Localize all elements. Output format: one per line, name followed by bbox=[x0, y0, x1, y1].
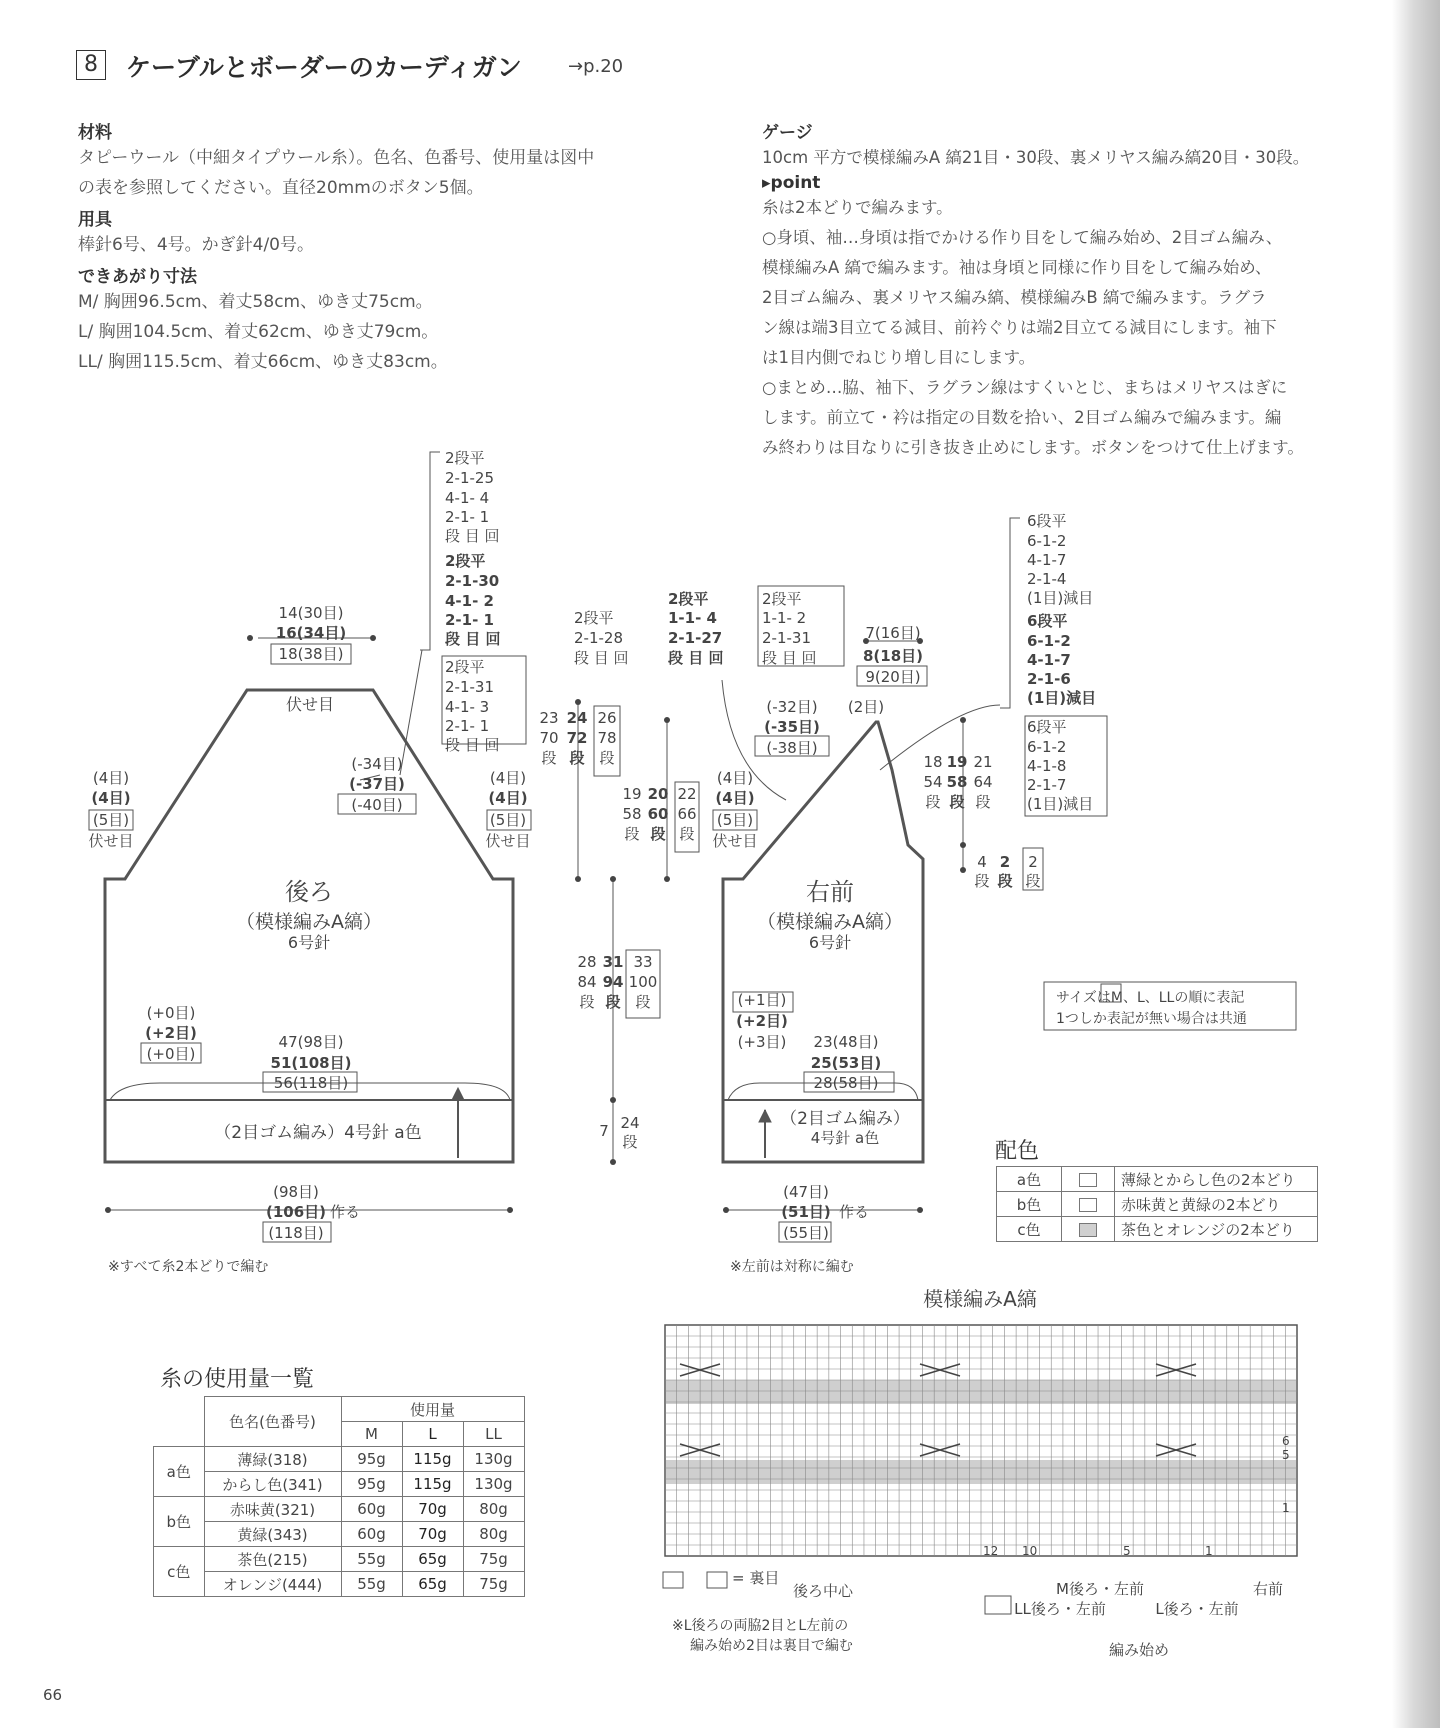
color-code: c色 bbox=[997, 1217, 1062, 1242]
body-height: 段 bbox=[605, 993, 621, 1011]
front-peak: (2目) bbox=[847, 698, 885, 716]
l-back-left-label: L後ろ・左前 bbox=[1155, 1600, 1239, 1618]
back-underarm-right: (4目) bbox=[488, 789, 528, 807]
color-swatch bbox=[1062, 1217, 1115, 1242]
front-top-height: 段 bbox=[1025, 872, 1041, 890]
back-increase: (+0目) bbox=[146, 1045, 196, 1063]
armhole-height: 20 bbox=[647, 785, 669, 803]
yarn-row bbox=[154, 1522, 525, 1547]
back-raglan-ll: 2-1-31 bbox=[445, 678, 494, 696]
front-top-height: 2 bbox=[999, 853, 1011, 871]
color-code: b色 bbox=[997, 1192, 1062, 1217]
yarn-table bbox=[153, 1396, 525, 1597]
yarn-row bbox=[154, 1472, 525, 1497]
yarn-l: 65g bbox=[402, 1572, 463, 1597]
yarn-table-title: 糸の使用量一覧 bbox=[160, 1367, 315, 1392]
chart-note-2: 編み始め2目は裏目で編む bbox=[690, 1638, 853, 1654]
sleeve-raglan-m: 段 目 回 bbox=[574, 649, 629, 667]
back-dec-m: (-34目) bbox=[351, 755, 403, 773]
corner-cell bbox=[154, 1397, 205, 1447]
back-raglan-m: 4-1- 4 bbox=[445, 489, 490, 507]
yarn-name: からし色(341) bbox=[204, 1472, 341, 1497]
front-cast-on: (47目) bbox=[783, 1183, 829, 1201]
back-raglan-m: 2-1- 1 bbox=[445, 508, 490, 526]
cable-cross-symbol bbox=[920, 1364, 960, 1376]
back-increase: (+0目) bbox=[146, 1004, 196, 1022]
front-top: 8(18目) bbox=[862, 647, 924, 665]
materials-text-2: の表を参照してください。直径20mmのボタン5個。 bbox=[78, 178, 484, 198]
front-neck-ll: (1目)減目 bbox=[1027, 795, 1094, 813]
front-neck-height: 58 bbox=[946, 773, 968, 791]
back-width: 51(108目) bbox=[270, 1054, 352, 1072]
back-raglan-m: 2段平 bbox=[445, 449, 485, 467]
front-neck-l: 6-1-2 bbox=[1027, 632, 1071, 650]
sleeve-raglan-m: 2段平 bbox=[574, 609, 614, 627]
front-cast-on: 作る bbox=[838, 1203, 870, 1221]
size-header: L bbox=[402, 1422, 463, 1447]
back-raglan-l: 2-1-30 bbox=[445, 572, 500, 590]
back-increase: (+2目) bbox=[145, 1024, 197, 1042]
front-rib: （2目ゴム編み） bbox=[780, 1109, 910, 1129]
back-underarm-left: (4目) bbox=[91, 789, 131, 807]
chart-row-label: 5 bbox=[1282, 1448, 1290, 1462]
back-top-l: 16(34目) bbox=[275, 624, 347, 642]
front-cast-on: (55目) bbox=[783, 1224, 829, 1242]
color-row bbox=[997, 1192, 1318, 1217]
raglan-height: 23 bbox=[539, 709, 559, 727]
back-cast-on: 作る bbox=[329, 1203, 361, 1221]
body-height: 31 bbox=[602, 953, 624, 971]
chart-note-1: ※L後ろの両脇2目とL左前の bbox=[672, 1618, 849, 1634]
front-neck-ll: 6段平 bbox=[1027, 718, 1067, 736]
page-number: 66 bbox=[43, 1686, 63, 1704]
front-increase: (+3目) bbox=[737, 1033, 787, 1051]
page-title: ケーブルとボーダーのカーディガン bbox=[126, 53, 522, 82]
front-dec: (-32目) bbox=[766, 698, 818, 716]
back-raglan-m: 段 目 回 bbox=[445, 527, 500, 545]
gauge-text: 10cm 平方で模様編みA 縞21目・30段、裏メリヤス編み縞20目・30段。 bbox=[762, 148, 1310, 167]
back-raglan-l: 段 目 回 bbox=[445, 630, 501, 648]
yarn-ll: 130g bbox=[463, 1472, 524, 1497]
back-raglan-m: 2-1-25 bbox=[445, 469, 494, 487]
front-neck-m: 2-1-4 bbox=[1027, 570, 1067, 588]
chart-col-label: 12 bbox=[983, 1544, 999, 1558]
armhole-height: 段 bbox=[679, 825, 695, 843]
back-center-label: 後ろ中心 bbox=[792, 1582, 854, 1600]
yarn-ll: 80g bbox=[463, 1497, 524, 1522]
yarn-row bbox=[154, 1572, 525, 1597]
back-raglan-l: 2段平 bbox=[445, 552, 486, 570]
sleeve-raglan-m: 2-1-28 bbox=[574, 629, 623, 647]
front-top: 9(20目) bbox=[865, 668, 921, 686]
raglan-height: 78 bbox=[597, 729, 617, 747]
tools-heading: 用具 bbox=[78, 210, 112, 230]
instruction-line: ○まとめ…脇、袖下、ラグラン線はすくいとじ、まちはメリヤスはぎに bbox=[762, 378, 1288, 397]
body-height: 段 bbox=[579, 993, 595, 1011]
color-row bbox=[997, 1217, 1318, 1242]
instruction-line: 模様編みA 縞で編みます。袖は身頃と同様に作り目をして編み始め、 bbox=[762, 258, 1272, 277]
front-width: 23(48目) bbox=[813, 1033, 879, 1051]
yarn-l: 70g bbox=[402, 1497, 463, 1522]
yarn-name: 赤味黄(321) bbox=[204, 1497, 341, 1522]
front-neck-height: 段 bbox=[949, 793, 965, 811]
yarn-m: 55g bbox=[341, 1547, 402, 1572]
back-note: ※すべて糸2本どりで編む bbox=[108, 1259, 269, 1275]
back-width: 56(118目) bbox=[273, 1074, 349, 1092]
raglan-height: 26 bbox=[597, 709, 617, 727]
back-rib: （2目ゴム編み）4号針 a色 bbox=[214, 1123, 422, 1143]
color-desc: 薄緑とからし色の2本どり bbox=[1115, 1167, 1318, 1192]
armhole-height: 段 bbox=[624, 825, 640, 843]
back-underarm-right: 伏せ目 bbox=[485, 832, 531, 850]
back-cast-on: (98目) bbox=[273, 1183, 319, 1201]
front-neck-height: 段 bbox=[925, 793, 941, 811]
back-cast-on: (106目) bbox=[265, 1203, 327, 1221]
instruction-line: み終わりは目なりに引き抜き止めにします。ボタンをつけて仕上げます。 bbox=[762, 438, 1304, 457]
yarn-name: オレンジ(444) bbox=[204, 1572, 341, 1597]
back-raglan-l: 2-1- 1 bbox=[445, 611, 494, 629]
front-top: 7(16目) bbox=[865, 624, 921, 642]
front-increase: (+2目) bbox=[736, 1012, 788, 1030]
armhole-height: 段 bbox=[650, 825, 666, 843]
yarn-row bbox=[154, 1547, 525, 1572]
yarn-m: 95g bbox=[341, 1472, 402, 1497]
size-m: M/ 胸囲96.5cm、着丈58cm、ゆき丈75cm。 bbox=[78, 292, 433, 312]
raglan-height: 72 bbox=[566, 729, 588, 747]
raglan-height: 段 bbox=[599, 749, 615, 767]
front-neck-l: 2-1-6 bbox=[1027, 670, 1071, 688]
color-swatch bbox=[1062, 1192, 1115, 1217]
body-height: 28 bbox=[577, 953, 597, 971]
body-height: 84 bbox=[577, 973, 597, 991]
instruction-line: 2目ゴム編み、裏メリヤス編み縞、模様編みB 縞で編みます。ラグラ bbox=[762, 288, 1267, 307]
back-underarm-left: (5目) bbox=[92, 811, 130, 829]
back-underarm-left: 伏せ目 bbox=[88, 832, 134, 850]
color-table bbox=[996, 1166, 1318, 1242]
front-neck-ll: 6-1-2 bbox=[1027, 738, 1067, 756]
front-top-height: 2 bbox=[1028, 853, 1038, 871]
ll-back-left-label: LL後ろ・左前 bbox=[1014, 1600, 1106, 1618]
tools-text: 棒針6号、4号。かぎ針4/0号。 bbox=[78, 235, 314, 255]
raglan-height: 70 bbox=[539, 729, 559, 747]
front-dec: (-38目) bbox=[766, 739, 818, 757]
yarn-name: 茶色(215) bbox=[204, 1547, 341, 1572]
front-neck-m: 6-1-2 bbox=[1027, 532, 1067, 550]
yarn-name: 黄緑(343) bbox=[204, 1522, 341, 1547]
chart-col-label: 5 bbox=[1123, 1544, 1131, 1558]
point-heading: ▸point bbox=[762, 173, 821, 193]
pattern-number: 8 bbox=[76, 50, 106, 80]
yarn-name: 薄緑(318) bbox=[204, 1447, 341, 1472]
front-width: 28(58目) bbox=[813, 1074, 879, 1092]
back-underarm-right: (4目) bbox=[489, 769, 527, 787]
materials-text-1: タピーウール（中細タイプウール糸）。色名、色番号、使用量は図中 bbox=[78, 148, 595, 168]
start-label: 編み始め bbox=[1108, 1641, 1170, 1659]
back-raglan-ll: 2-1- 1 bbox=[445, 717, 490, 735]
yarn-ll: 75g bbox=[463, 1547, 524, 1572]
front-width: 25(53目) bbox=[810, 1054, 882, 1072]
front-top-height: 段 bbox=[974, 872, 990, 890]
back-raglan-ll: 2段平 bbox=[445, 658, 485, 676]
size-header: M bbox=[341, 1422, 402, 1447]
back-needle: 6号針 bbox=[287, 933, 331, 952]
front-neck-l: 4-1-7 bbox=[1027, 651, 1071, 669]
yarn-l: 115g bbox=[402, 1447, 463, 1472]
front-neck-m: 4-1-7 bbox=[1027, 551, 1067, 569]
chart-legend: = 裏目 bbox=[732, 1569, 780, 1587]
armhole-height: 58 bbox=[622, 805, 642, 823]
front-dec: (-35目) bbox=[764, 718, 820, 736]
sleeve-raglan-l: 段 目 回 bbox=[668, 649, 724, 667]
raglan-height: 段 bbox=[541, 749, 557, 767]
yarn-color-group: a色 bbox=[154, 1447, 205, 1497]
back-width: 47(98目) bbox=[278, 1033, 344, 1051]
raglan-height: 24 bbox=[566, 709, 588, 727]
right-front-label: 右前 bbox=[1252, 1580, 1284, 1598]
back-title: 後ろ bbox=[285, 878, 333, 906]
yarn-color-group: b色 bbox=[154, 1497, 205, 1547]
gauge-heading: ゲージ bbox=[762, 123, 813, 143]
front-neck-height: 64 bbox=[973, 773, 993, 791]
front-cast-on: (51目) bbox=[781, 1203, 831, 1221]
cable-cross-symbol bbox=[1156, 1364, 1196, 1376]
page-reference: →p.20 bbox=[568, 56, 624, 77]
front-neck-m: 6段平 bbox=[1027, 512, 1067, 530]
rib-height: 7 bbox=[599, 1122, 609, 1140]
front-neck-height: 18 bbox=[923, 753, 943, 771]
front-neck-height: 19 bbox=[946, 753, 968, 771]
sleeve-raglan-l: 2-1-27 bbox=[668, 629, 723, 647]
back-dec-ll: (-40目) bbox=[351, 796, 403, 814]
size-ll: LL/ 胸囲115.5cm、着丈66cm、ゆき丈83cm。 bbox=[78, 352, 448, 372]
front-underarm: (5目) bbox=[716, 811, 754, 829]
body-height: 33 bbox=[633, 953, 653, 971]
sleeve-raglan-ll: 2-1-31 bbox=[762, 629, 811, 647]
armhole-height: 19 bbox=[622, 785, 642, 803]
back-raglan-ll: 段 目 回 bbox=[445, 736, 500, 754]
front-neck-height: 54 bbox=[923, 773, 943, 791]
front-needle: 6号針 bbox=[808, 933, 852, 952]
chart-row-label: 6 bbox=[1282, 1434, 1290, 1448]
size-header: LL bbox=[463, 1422, 524, 1447]
yarn-l: 70g bbox=[402, 1522, 463, 1547]
instruction-line: 糸は2本どりで編みます。 bbox=[762, 198, 953, 217]
sleeve-raglan-l: 2段平 bbox=[668, 590, 709, 608]
front-top-height: 段 bbox=[997, 872, 1013, 890]
m-back-left-label: M後ろ・左前 bbox=[1056, 1580, 1144, 1598]
front-neck-l: (1目)減目 bbox=[1027, 689, 1097, 707]
chart-col-label: 1 bbox=[1205, 1544, 1213, 1558]
back-top-ll: 18(38目) bbox=[278, 645, 344, 663]
front-pattern: （模様編みA縞） bbox=[757, 911, 903, 933]
armhole-height: 22 bbox=[677, 785, 697, 803]
yarn-row bbox=[154, 1497, 525, 1522]
back-bindoff: 伏せ目 bbox=[285, 695, 335, 714]
size-note-2: 1つしか表記が無い場合は共通 bbox=[1056, 1011, 1247, 1027]
front-title: 右前 bbox=[806, 878, 854, 906]
chart-title: 模様編みA縞 bbox=[923, 1287, 1037, 1311]
raglan-height: 段 bbox=[569, 749, 585, 767]
body-height: 段 bbox=[635, 993, 651, 1011]
chart-col-label: 10 bbox=[1022, 1544, 1038, 1558]
instruction-line: します。前立て・衿は指定の目数を拾い、2目ゴム編みで編みます。編 bbox=[762, 408, 1282, 427]
color-desc: 茶色とオレンジの2本どり bbox=[1115, 1217, 1318, 1242]
color-code: a色 bbox=[997, 1167, 1062, 1192]
front-top-height: 4 bbox=[977, 853, 987, 871]
front-neck-ll: 2-1-7 bbox=[1027, 776, 1067, 794]
rib-height: 24 bbox=[620, 1114, 640, 1132]
sleeve-raglan-l: 1-1- 4 bbox=[668, 609, 717, 627]
back-dec-l: (-37目) bbox=[349, 775, 405, 793]
materials-heading: 材料 bbox=[78, 123, 112, 143]
sleeve-raglan-ll: 1-1- 2 bbox=[762, 609, 807, 627]
front-underarm: 伏せ目 bbox=[712, 832, 758, 850]
color-swatch bbox=[1062, 1167, 1115, 1192]
yarn-m: 55g bbox=[341, 1572, 402, 1597]
color-table-title: 配色 bbox=[995, 1139, 1040, 1164]
yarn-l: 65g bbox=[402, 1547, 463, 1572]
rib-height: 段 bbox=[622, 1133, 638, 1151]
body-height: 100 bbox=[628, 973, 658, 991]
sleeve-raglan-ll: 2段平 bbox=[762, 590, 802, 608]
front-note: ※左前は対称に編む bbox=[730, 1259, 854, 1275]
yarn-m: 60g bbox=[341, 1522, 402, 1547]
back-cast-on: (118目) bbox=[268, 1224, 324, 1242]
armhole-height: 66 bbox=[677, 805, 697, 823]
chart-row-label: 1 bbox=[1282, 1501, 1290, 1515]
front-increase: (+1目) bbox=[737, 991, 787, 1009]
back-raglan-ll: 4-1- 3 bbox=[445, 698, 490, 716]
yarn-m: 60g bbox=[341, 1497, 402, 1522]
yarn-ll: 75g bbox=[463, 1572, 524, 1597]
size-l: L/ 胸囲104.5cm、着丈62cm、ゆき丈79cm。 bbox=[78, 322, 439, 342]
front-underarm: (4目) bbox=[715, 789, 755, 807]
yarn-l: 115g bbox=[402, 1472, 463, 1497]
instruction-line: ○身頃、袖…身頃は指でかける作り目をして編み始め、2目ゴム編み、 bbox=[762, 228, 1283, 247]
back-top-m: 14(30目) bbox=[278, 604, 344, 622]
front-neck-height: 21 bbox=[973, 753, 993, 771]
size-heading: できあがり寸法 bbox=[78, 267, 197, 287]
front-rib-needle: 4号針 a色 bbox=[810, 1129, 880, 1147]
color-desc: 赤味黄と黄緑の2本どり bbox=[1115, 1192, 1318, 1217]
yarn-ll: 130g bbox=[463, 1447, 524, 1472]
yarn-m: 95g bbox=[341, 1447, 402, 1472]
back-raglan-l: 4-1- 2 bbox=[445, 592, 494, 610]
front-neck-m: (1目)減目 bbox=[1027, 589, 1094, 607]
front-neck-ll: 4-1-8 bbox=[1027, 757, 1067, 775]
yarn-ll: 80g bbox=[463, 1522, 524, 1547]
yarn-row bbox=[154, 1447, 525, 1472]
size-note-1: サイズはM、L、LLの順に表記 bbox=[1056, 990, 1245, 1006]
instruction-line: は1目内側でねじり増し目にします。 bbox=[762, 348, 1036, 367]
back-pattern: （模様編みA縞） bbox=[236, 911, 382, 933]
color-row bbox=[997, 1167, 1318, 1192]
yarn-col-usage: 使用量 bbox=[341, 1397, 524, 1422]
yarn-col-name: 色名(色番号) bbox=[204, 1397, 341, 1447]
yarn-color-group: c色 bbox=[154, 1547, 205, 1597]
front-neck-height: 段 bbox=[975, 793, 991, 811]
front-underarm: (4目) bbox=[716, 769, 754, 787]
armhole-height: 60 bbox=[647, 805, 669, 823]
instruction-line: ン線は端3目立てる減目、前衿ぐりは端2目立てる減目にします。袖下 bbox=[762, 318, 1277, 337]
sleeve-raglan-ll: 段 目 回 bbox=[762, 649, 817, 667]
front-neck-l: 6段平 bbox=[1027, 612, 1068, 630]
body-height: 94 bbox=[602, 973, 624, 991]
back-underarm-right: (5目) bbox=[489, 811, 527, 829]
back-underarm-left: (4目) bbox=[92, 769, 130, 787]
